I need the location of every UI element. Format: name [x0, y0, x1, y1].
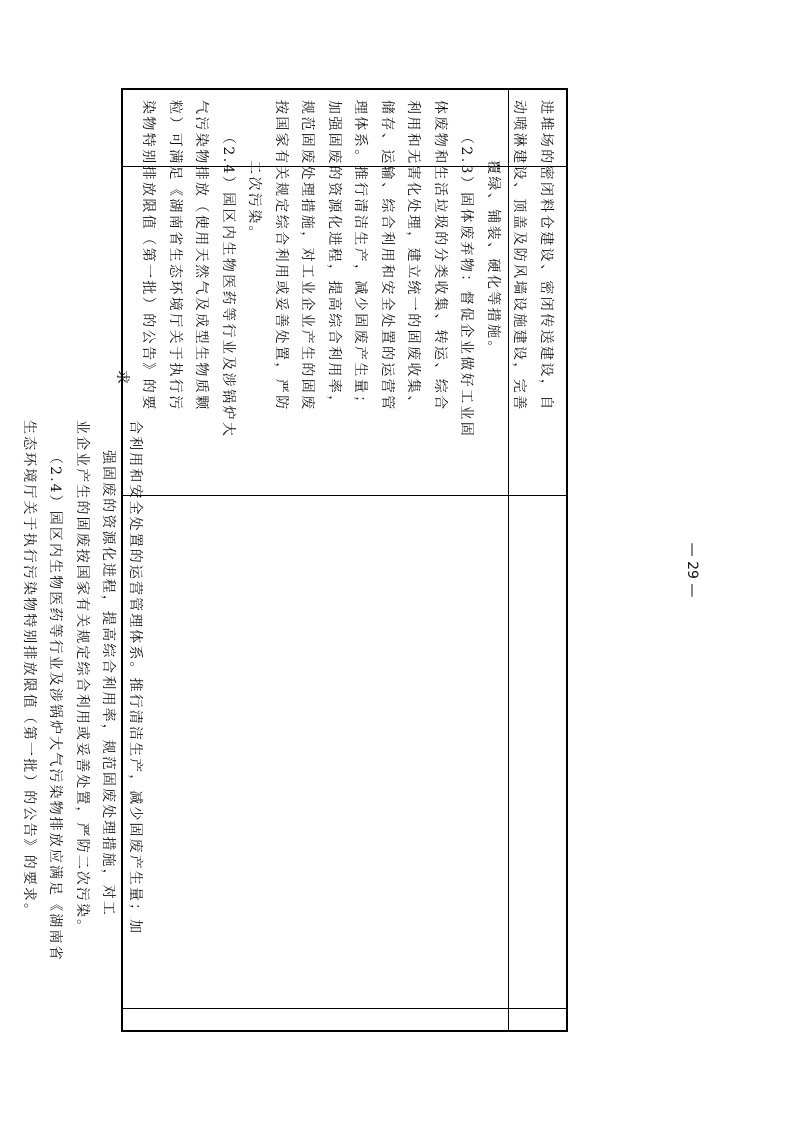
left-cell-line: 强固废的资源化进程，提高综合利用率，规范固废处理措施，对工 — [100, 450, 117, 917]
right-cell-line: （2.3）固体废弃物：督促企业做好工业固 — [458, 130, 475, 439]
right-cell-line: 利用和无害化处理，建立统一的固废收集、 — [405, 100, 422, 412]
left-cell-line: 生态环境厅关于执行污染物特别排放限值（第一批）的公告》的要求。 — [21, 420, 37, 920]
grid-line — [123, 1008, 566, 1009]
right-cell-line: 理体系。推行清洁生产，减少固废产生量； — [352, 100, 369, 412]
right-cell-line: 粒）可满足《湖南省生态环境厅关于执行污 — [167, 100, 183, 412]
left-cell-line: 合利用和安全处置的运营管理体系。推行清洁生产，减少固废产生量；加 — [127, 420, 143, 936]
left-cell-line: （2.4）园区内生物医药等行业及涉锅炉大气污染物排放应满足《湖南省 — [47, 450, 64, 962]
right-cell-line: 气污染物排放（使用天然气及成型生物质颗 — [193, 100, 210, 412]
right-cell-line: 按国家有关规定综合利用或妥善处置，严防 — [273, 100, 289, 412]
right-cell-line: 染物特别排放限值（第一批）的公告》的要 — [140, 100, 157, 412]
right-cell-line: 进堆场的密闭料仓建设、密闭传送建设，自 — [538, 100, 554, 412]
right-cell-line: 动喷淋建设、顶盖及防风墙设施建设，完善 — [511, 100, 528, 412]
right-cell-text — [109, 100, 560, 438]
right-cell-line: 体废物和生活垃圾的分类收集、转运、综合 — [432, 100, 448, 412]
right-cell-line: 覆绿、铺装、硬化等措施。 — [485, 160, 501, 357]
grid-line — [123, 495, 566, 496]
right-cell-line: 求 — [114, 370, 130, 387]
right-cell-line: （2.4）园区内生物医药等行业及涉锅炉大 — [220, 130, 236, 439]
right-cell-line: 加强固废的资源化进程，提高综合利用率， — [326, 100, 342, 412]
left-cell-line: 业企业产生的固废按国家有关规定综合利用或妥善处置，严防二次污染。 — [74, 420, 90, 936]
right-cell-line: 二次污染。 — [246, 160, 263, 242]
left-cell-text — [16, 420, 149, 962]
page-number: — 29 — — [684, 542, 700, 598]
right-cell-line: 储存、运输、综合利用和安全处置的运营管 — [379, 100, 395, 412]
right-cell-line: 规范固废处理措施，对工业企业产生的固废 — [299, 100, 316, 412]
